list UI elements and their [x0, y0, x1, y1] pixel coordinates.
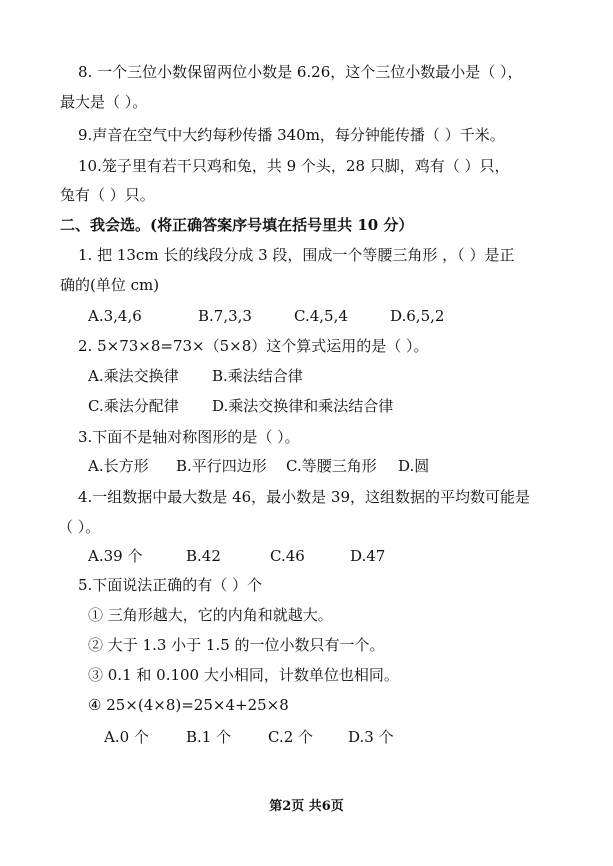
c5-option-b: B.1 个: [186, 728, 232, 746]
c2-option-b: B.乘法结合律: [212, 367, 303, 385]
c3-line1: 3.下面不是轴对称图形的是（ ）。: [78, 428, 300, 446]
c5-line1: 5.下面说法正确的有（ ）个: [78, 576, 263, 594]
c1-line2: 确的(单位 cm): [60, 276, 160, 294]
c2-option-c: C.乘法分配律: [88, 397, 179, 415]
c5-statement-2: ② 大于 1.3 小于 1.5 的一位小数只有一个。: [88, 636, 385, 654]
q8-line2: 最大是（ ）。: [60, 93, 148, 111]
c2-line1: 2. 5×73×8=73×（5×8）这个算式运用的是（ ）。: [78, 337, 429, 355]
c3-option-c: C.等腰三角形: [286, 457, 377, 475]
c5-statement-4: ④ 25×(4×8)=25×4+25×8: [88, 696, 289, 714]
c3-options: [88, 456, 429, 476]
c1-options: [88, 306, 444, 326]
c2-option-d: D.乘法交换律和乘法结合律: [212, 397, 394, 415]
c5-option-c: C.2 个: [268, 728, 314, 746]
section2-heading: 二、我会选。(将正确答案序号填在括号里共 10 分）: [60, 216, 414, 234]
c4-line2: （ ）。: [58, 518, 101, 536]
c1-option-d: D.6,5,2: [390, 307, 445, 325]
c3-option-a: A.长方形: [88, 457, 149, 475]
c5-option-a: A.0 个: [104, 728, 149, 746]
c1-line1: 1. 把 13cm 长的线段分成 3 段，围成一个等腰三角形 ，（ ）是正: [78, 246, 515, 264]
c4-line1: 4.一组数据中最大数是 46，最小数是 39，这组数据的平均数可能是: [78, 488, 531, 506]
c1-option-b: B.7,3,3: [198, 307, 252, 325]
c3-option-d: D.圆: [398, 457, 430, 475]
c5-option-d: D.3 个: [348, 728, 394, 746]
c2-options-row1: [88, 366, 303, 386]
page-footer: 第2页 共6页: [269, 799, 344, 814]
q8-line1: 8. 一个三位小数保留两位小数是 6.26，这个三位小数最小是（ ），: [78, 63, 523, 81]
c2-options-row2: [88, 396, 393, 416]
c4-option-a: A.39 个: [88, 547, 143, 565]
c4-option-c: C.46: [270, 547, 305, 565]
c3-option-b: B.平行四边形: [176, 457, 267, 475]
c5-statement-1: ① 三角形越大，它的内角和就越大。: [88, 606, 333, 624]
q9-line: 9.声音在空气中大约每秒传播 340m，每分钟能传播（ ）千米。: [78, 126, 505, 144]
q10-line2: 兔有（ ）只。: [60, 186, 155, 204]
c4-options: [88, 546, 385, 566]
c1-option-a: A.3,4,6: [88, 307, 142, 325]
c2-option-a: A.乘法交换律: [88, 367, 179, 385]
c1-option-c: C.4,5,4: [294, 307, 348, 325]
c5-statement-3: ③ 0.1 和 0.100 大小相同，计数单位也相同。: [88, 666, 399, 684]
c4-option-b: B.42: [186, 547, 221, 565]
c4-option-d: D.47: [350, 547, 386, 565]
q10-line1: 10.笼子里有若干只鸡和兔，共 9 个头，28 只脚，鸡有（ ）只，: [78, 157, 510, 175]
c5-options: [104, 727, 394, 747]
